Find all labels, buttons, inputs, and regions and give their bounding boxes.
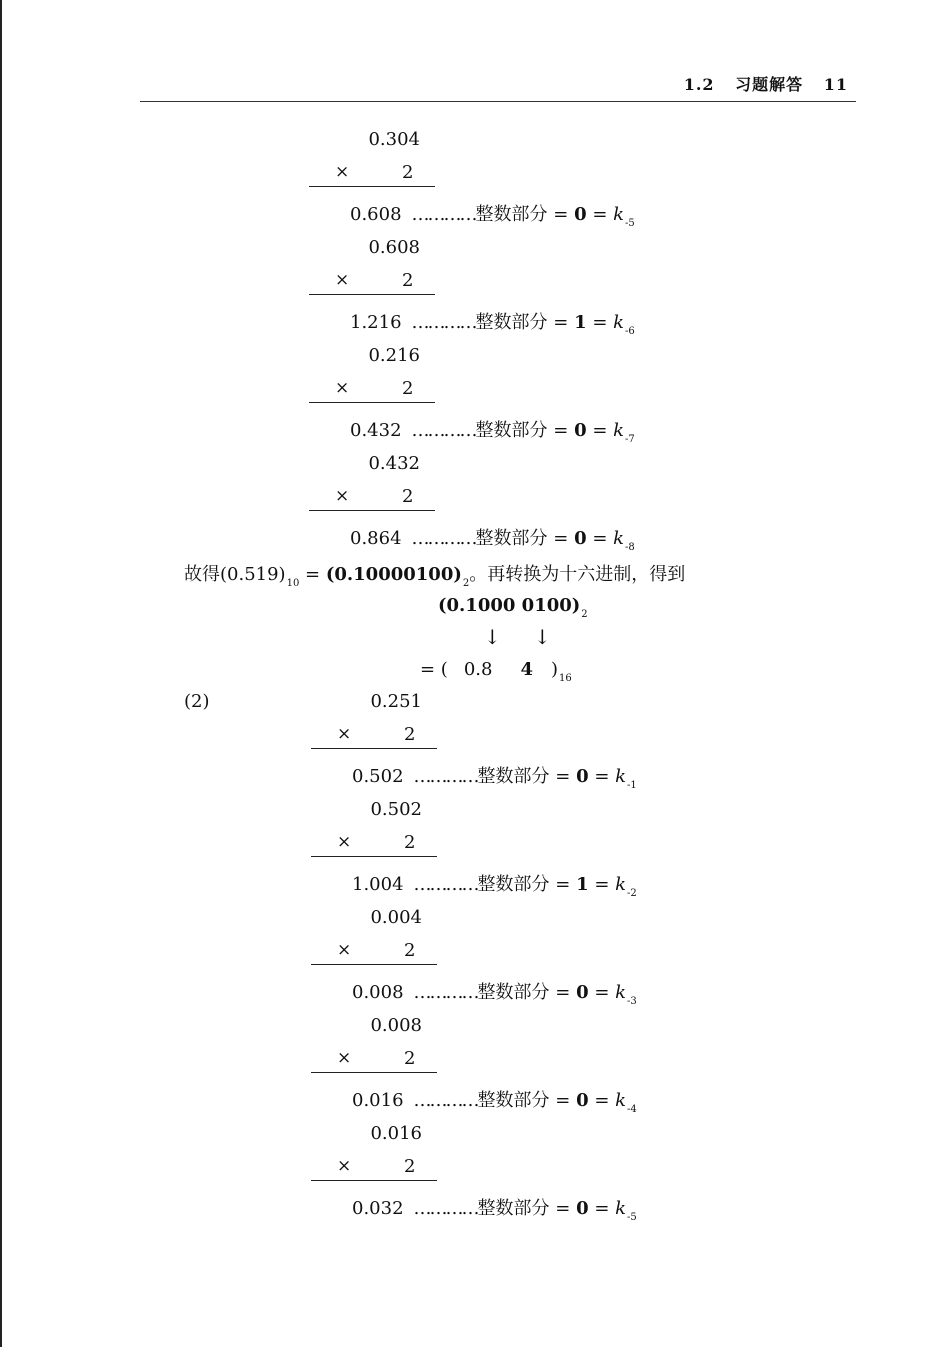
multiplier: 2 <box>404 1048 416 1069</box>
result-row <box>352 874 637 899</box>
coefficient-k: k <box>613 528 625 549</box>
product: 1.004 <box>352 874 404 895</box>
coefficient-k: k <box>613 312 625 333</box>
result-row <box>352 766 637 791</box>
header-rule <box>140 101 856 102</box>
integer-digit: 0 <box>576 982 589 1003</box>
product: 0.016 <box>352 1090 404 1111</box>
times-sign: × <box>337 940 352 960</box>
multiplier: 2 <box>402 162 414 183</box>
integer-digit: 1 <box>576 874 589 895</box>
times-sign: × <box>335 270 350 290</box>
coefficient-k: k <box>613 204 625 225</box>
multiplicand: 0.432 <box>368 453 420 474</box>
equals-sign: = <box>547 204 575 225</box>
leader-dots: ………… <box>411 312 476 333</box>
equals-sign: = <box>299 564 326 585</box>
equals-sign: = <box>588 1090 616 1111</box>
leader-dots: ………… <box>411 528 476 549</box>
product: 0.502 <box>352 766 404 787</box>
integer-digit: 0 <box>576 1090 589 1111</box>
coefficient-index: -6 <box>625 326 635 337</box>
leader-dots: ………… <box>413 766 478 787</box>
integer-part-label: 整数部分 <box>475 204 548 225</box>
division-line <box>311 748 437 749</box>
multiplier: 2 <box>402 270 414 291</box>
coefficient-k: k <box>615 766 627 787</box>
equals-sign: = <box>588 766 616 787</box>
coefficient-k: k <box>615 1198 627 1219</box>
division-line <box>311 1180 437 1181</box>
equals-sign: = <box>586 204 614 225</box>
product: 0.608 <box>350 204 402 225</box>
leader-dots: ………… <box>413 982 478 1003</box>
base-2-subscript: 2 <box>462 578 470 589</box>
leader-dots: ………… <box>413 874 478 895</box>
equals-sign: = <box>588 1198 616 1219</box>
product: 0.432 <box>350 420 402 441</box>
integer-digit: 1 <box>574 312 587 333</box>
base-10-subscript: 10 <box>286 578 300 589</box>
division-line <box>309 402 435 403</box>
times-sign: × <box>335 162 350 182</box>
multiplicand: 0.304 <box>368 129 420 150</box>
equals-sign: = <box>549 874 577 895</box>
integer-digit: 0 <box>574 204 587 225</box>
multiplicand: 0.502 <box>370 799 422 820</box>
multiplier: 2 <box>404 832 416 853</box>
leader-dots: ………… <box>413 1198 478 1219</box>
division-line <box>311 964 437 965</box>
result-row <box>352 1198 637 1223</box>
coefficient-index: -2 <box>627 888 637 899</box>
equals-sign: = <box>586 420 614 441</box>
multiplicand: 0.251 <box>370 691 422 712</box>
arrow-down-icon: ↓ <box>534 625 551 649</box>
hex-digit-1: 4 <box>520 659 533 680</box>
base-16-subscript: 16 <box>559 673 572 684</box>
integer-part-label: 整数部分 <box>477 982 550 1003</box>
product: 0.864 <box>350 528 402 549</box>
running-header <box>670 72 848 95</box>
equals-sign: = <box>549 766 577 787</box>
division-line <box>311 856 437 857</box>
equals-sign: = <box>549 1198 577 1219</box>
coefficient-index: -3 <box>627 996 637 1007</box>
leader-dots: ………… <box>411 204 476 225</box>
equals-sign: = <box>547 528 575 549</box>
integer-digit: 0 <box>574 420 587 441</box>
page-edge <box>0 0 2 1347</box>
coefficient-k: k <box>615 982 627 1003</box>
integer-digit: 0 <box>576 766 589 787</box>
integer-part-label: 整数部分 <box>475 312 548 333</box>
division-line <box>309 294 435 295</box>
equals-sign: = <box>549 1090 577 1111</box>
hex-open: = ( <box>420 659 448 680</box>
conclusion-suffix: 。再转换为十六进制，得到 <box>469 564 686 585</box>
multiplicand: 0.216 <box>368 345 420 366</box>
coefficient-k: k <box>613 420 625 441</box>
result-row <box>350 312 635 337</box>
equals-sign: = <box>588 982 616 1003</box>
product: 0.008 <box>352 982 404 1003</box>
hex-close: ) <box>551 659 559 680</box>
multiplier: 2 <box>402 486 414 507</box>
conclusion-line <box>184 564 686 589</box>
leader-dots: ………… <box>413 1090 478 1111</box>
binary-grouped-value: (0.1000 0100) <box>438 595 581 616</box>
division-line <box>309 186 435 187</box>
equals-sign: = <box>549 982 577 1003</box>
integer-digit: 0 <box>574 528 587 549</box>
arrow-down-icon: ↓ <box>484 625 501 649</box>
integer-part-label: 整数部分 <box>475 528 548 549</box>
times-sign: × <box>337 1048 352 1068</box>
integer-part-label: 整数部分 <box>475 420 548 441</box>
coefficient-index: -5 <box>627 1212 637 1223</box>
division-line <box>311 1072 437 1073</box>
coefficient-index: -4 <box>627 1104 637 1115</box>
coefficient-index: -8 <box>625 542 635 553</box>
binary-result: (0.10000100) <box>325 564 462 585</box>
hex-result <box>420 659 572 684</box>
coefficient-k: k <box>615 1090 627 1111</box>
multiplicand: 0.008 <box>370 1015 422 1036</box>
part-2-label: (2) <box>184 691 210 712</box>
conclusion-prefix: 故得(0.519) <box>184 564 286 585</box>
section-number: 1.2 <box>683 75 715 94</box>
base-2-subscript-b: 2 <box>581 609 588 620</box>
coefficient-index: -7 <box>625 434 635 445</box>
multiplier: 2 <box>404 1156 416 1177</box>
result-row <box>352 1090 637 1115</box>
product: 1.216 <box>350 312 402 333</box>
multiplicand: 0.016 <box>370 1123 422 1144</box>
equals-sign: = <box>588 874 616 895</box>
hex-digit-0: 0.8 <box>463 659 493 680</box>
multiplicand: 0.608 <box>368 237 420 258</box>
division-line <box>309 510 435 511</box>
equals-sign: = <box>586 528 614 549</box>
product: 0.032 <box>352 1198 404 1219</box>
leader-dots: ………… <box>411 420 476 441</box>
result-row <box>350 420 635 445</box>
binary-grouped <box>438 595 588 620</box>
multiplicand: 0.004 <box>370 907 422 928</box>
multiplier: 2 <box>402 378 414 399</box>
coefficient-index: -5 <box>625 218 635 229</box>
times-sign: × <box>335 378 350 398</box>
times-sign: × <box>335 486 350 506</box>
times-sign: × <box>337 832 352 852</box>
section-title: 习题解答 <box>735 75 804 94</box>
integer-part-label: 整数部分 <box>477 874 550 895</box>
equals-sign: = <box>547 312 575 333</box>
multiplier: 2 <box>404 724 416 745</box>
result-row <box>352 982 637 1007</box>
result-row <box>350 204 635 229</box>
integer-part-label: 整数部分 <box>477 1090 550 1111</box>
multiplier: 2 <box>404 940 416 961</box>
integer-part-label: 整数部分 <box>477 1198 550 1219</box>
coefficient-index: -1 <box>627 780 637 791</box>
coefficient-k: k <box>615 874 627 895</box>
integer-digit: 0 <box>576 1198 589 1219</box>
result-row <box>350 528 635 553</box>
equals-sign: = <box>547 420 575 441</box>
times-sign: × <box>337 1156 352 1176</box>
integer-part-label: 整数部分 <box>477 766 550 787</box>
equals-sign: = <box>586 312 614 333</box>
times-sign: × <box>337 724 352 744</box>
page-number: 11 <box>823 75 848 94</box>
